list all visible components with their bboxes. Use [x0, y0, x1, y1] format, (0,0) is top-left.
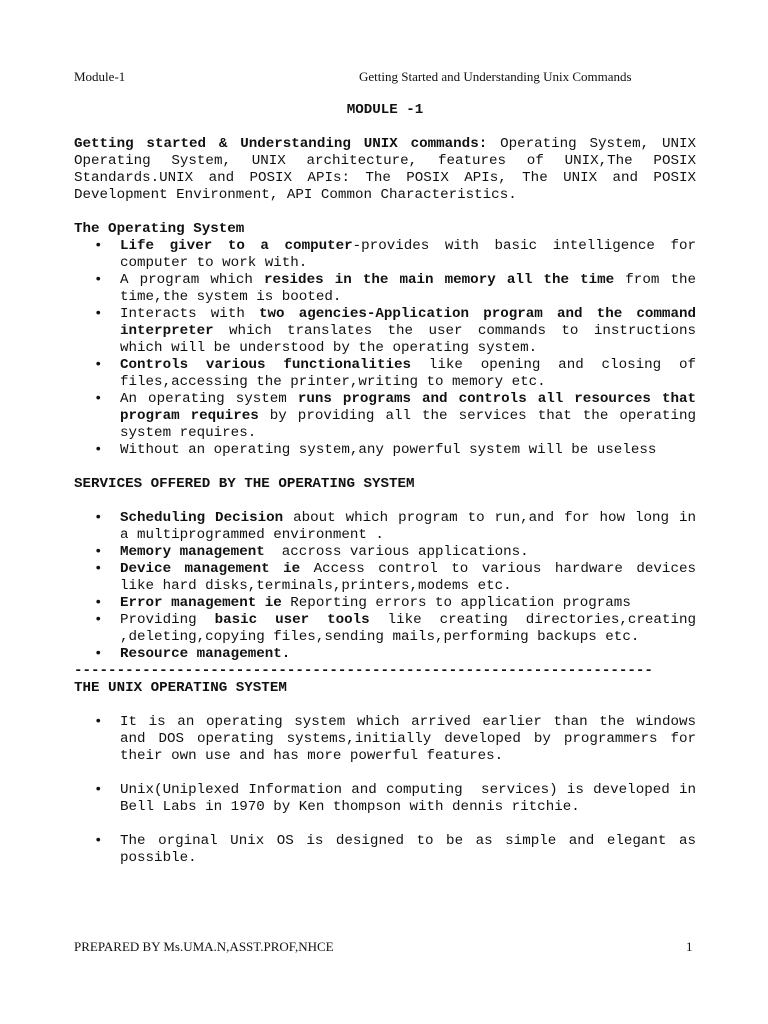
list-item: • The orginal Unix OS is designed to be as simple and elegant as possible. — [94, 833, 696, 866]
intro-bold: Getting started & Understanding UNIX commands: — [74, 136, 488, 152]
page-number: 1 — [686, 939, 693, 954]
list-item: • Memory management accross various applications. — [94, 544, 529, 560]
bullet-icon: • — [94, 595, 103, 611]
list-item: • Error management ie Reporting errors to application programs — [94, 595, 631, 611]
bullet-icon: • — [94, 391, 103, 407]
section-heading-unix: THE UNIX OPERATING SYSTEM — [74, 680, 287, 696]
list-item: • An operating system runs programs and controls all resources that program requires by providing all the services that the operating system requires. — [94, 391, 696, 441]
bullet-icon: • — [94, 510, 103, 526]
bullet-icon: • — [94, 272, 103, 288]
document-body — [74, 102, 705, 867]
operating-system-list — [74, 238, 696, 459]
bullet-icon: • — [94, 357, 103, 373]
bullet-icon: • — [94, 714, 103, 730]
header-left: Module-1 — [74, 69, 126, 84]
header-right: Getting Started and Understanding Unix Commands — [359, 69, 632, 84]
unix-list — [74, 833, 696, 867]
module-title: MODULE -1 — [346, 102, 424, 118]
bullet-icon: • — [94, 561, 103, 577]
list-item: • Scheduling Decision about which program to run,and for how long in a multiprogrammed environment . — [94, 510, 696, 543]
intro-rest: Operating System, UNIX Operating System, UNIX architecture, features of UNIX,The POSIX Standards.UNIX and POSIX APIs: The POSIX APIs, The UNIX and POSIX Development Environment, API Common Characteristics. — [74, 136, 697, 203]
list-item: • A program which resides in the main memory all the time from the time,the system is booted. — [94, 272, 696, 305]
bullet-icon: • — [94, 306, 103, 322]
list-item: • Providing basic user tools like creating directories,creating ,deleting,copying files,sending mails,performing backups etc. — [94, 612, 696, 645]
services-list — [74, 510, 696, 663]
list-item: • Unix(Uniplexed Information and computing services) is developed in Bell Labs in 1970 by Ken thompson with dennis ritchie. — [94, 782, 705, 815]
section-heading-services: SERVICES OFFERED BY THE OPERATING SYSTEM — [74, 476, 415, 492]
bullet-icon: • — [94, 238, 103, 254]
section-heading-operating-system: The Operating System — [74, 221, 245, 237]
bullet-icon: • — [94, 833, 103, 849]
list-item: • Device management ie Access control to various hardware devices like hard disks,terminals,printers,modems etc. — [94, 561, 696, 594]
unix-list — [74, 714, 696, 765]
footer-left: PREPARED BY Ms.UMA.N,ASST.PROF,NHCE — [74, 939, 334, 954]
list-item: • Without an operating system,any powerful system will be useless — [94, 442, 657, 458]
list-item: • Interacts with two agencies-Application program and the command interpreter which translates the user commands to instructions which will be understood by the operating system. — [94, 306, 696, 356]
list-item: • Life giver to a computer-provides with basic intelligence for computer to work with. — [94, 238, 696, 271]
unix-list — [74, 782, 705, 816]
bullet-icon: • — [94, 782, 103, 798]
list-item: • It is an operating system which arrived earlier than the windows and DOS operating systems,initially developed by programmers for their own use and has more powerful features. — [94, 714, 696, 764]
list-item: • Controls various functionalities like opening and closing of files,accessing the printer,writing to memory etc. — [94, 357, 696, 390]
list-item: • Resource management. — [94, 646, 291, 662]
separator-line: -------------------------------------------------------------------- — [74, 663, 653, 679]
bullet-icon: • — [94, 544, 103, 560]
bullet-icon: • — [94, 612, 103, 628]
intro-paragraph — [74, 136, 696, 204]
bullet-icon: • — [94, 646, 103, 662]
bullet-icon: • — [94, 442, 103, 458]
